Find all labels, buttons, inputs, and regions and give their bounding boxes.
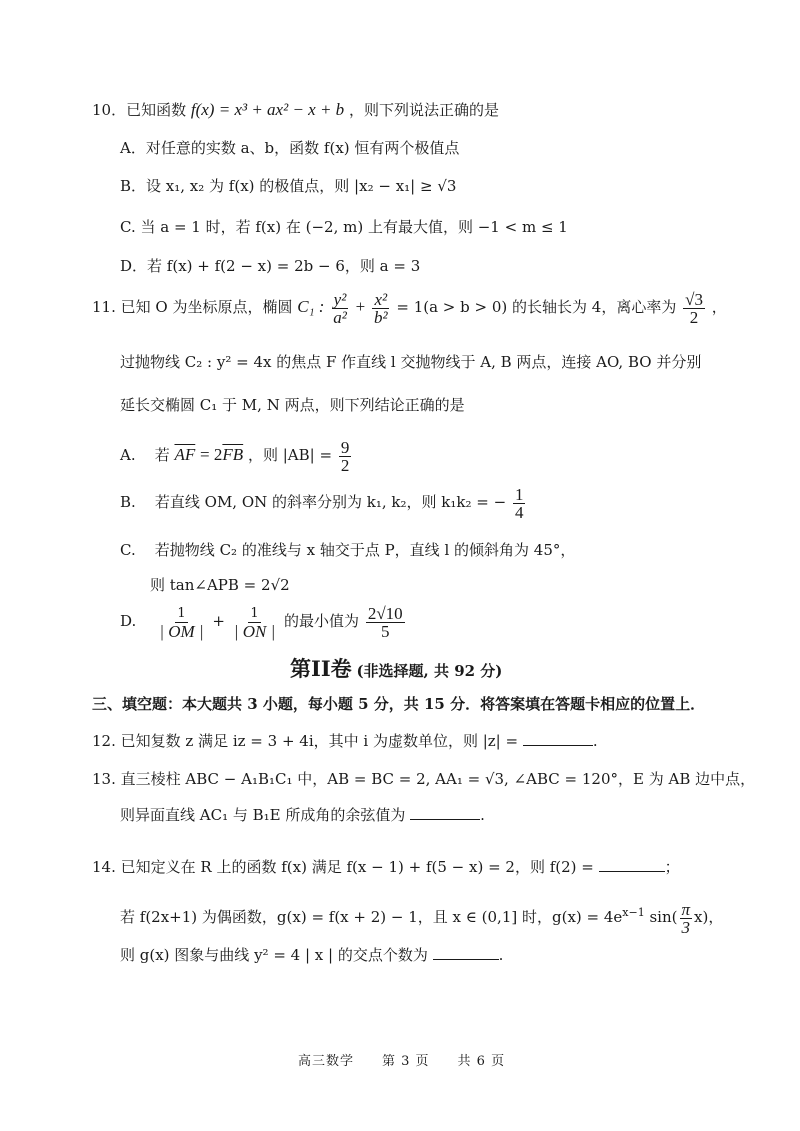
q11-option-c-line2: 则 tan∠APB = 2√2	[150, 576, 290, 594]
q11-option-c: C. 若抛物线 C₂ 的准线与 x 轴交于点 P，直线 l 的倾斜角为 45°，	[120, 541, 576, 559]
q11-stem-line2: 过抛物线 C₂ : y² = 4x 的焦点 F 作直线 l 交抛物线于 A, B 两点，连接 AO, BO 并分别	[120, 353, 702, 371]
page-footer: 高三数学 第 3 页 共 6 页	[298, 1054, 506, 1069]
q13-line1: 13. 直三棱柱 ABC − A₁B₁C₁ 中，AB = BC = 2, AA₁ = √3, ∠ABC = 120°，E 为 AB 边中点，	[92, 770, 756, 788]
fraction-sqrt3-2: $\frac{√3}{2}$	[685, 289, 703, 327]
q11-stem-line3: 延长交椭圆 C₁ 于 M, N 两点，则下列结论正确的是	[120, 396, 465, 414]
part-three-heading: 三、填空题：本大题共 3 小题，每小题 5 分，共 15 分．将答案填在答题卡相应的位置上．	[92, 695, 706, 713]
fraction-1-om: $\frac{1}{| OM |}$	[159, 605, 204, 641]
q11-option-b: B. 若直线 OM, ON 的斜率分别为 k₁, k₂，则 k₁k₂ = − $\frac{1}{4}$	[120, 484, 524, 522]
answer-blank	[410, 805, 480, 820]
fraction-x2-b2: $\frac{\text{x²}}{\text{b²}}$	[373, 289, 388, 327]
q11-option-d: D. $\frac{1}{| OM |}$ + $\frac{1}{| ON |}$ 的最小值为 $\frac{2√10}{5}$	[120, 603, 403, 641]
answer-blank	[599, 857, 665, 872]
fraction-9-2: $\frac{9}{2}$	[340, 437, 350, 475]
q11-stem-line1: 11. 已知 O 为坐标原点，椭圆 C₁ : $\frac{\text{y²}}{\text{a²}}$ + $\frac{\text{x²}}{\text{b²}}$ = 1(a > b > 0) 的长轴长为 4，离心率为 $\frac{√3}{2}$ ，	[92, 289, 727, 327]
q14-line3: 则 g(x) 图象与曲线 y² = 4 | x | 的交点个数为 .	[120, 946, 504, 964]
fraction-pi-3: $\frac{\pi}{3}$	[681, 899, 691, 937]
fraction-1-4: $\frac{1}{4}$	[514, 484, 524, 522]
q12: 12. 已知复数 z 满足 iz = 3 + 4i，其中 i 为虚数单位，则 |z| = .	[92, 732, 598, 750]
section-title: 第II卷 (非选择题, 共 92 分)	[290, 656, 503, 681]
q13-line2: 则异面直线 AC₁ 与 B₁E 所成角的余弦值为 .	[120, 806, 485, 824]
q10-option-d: D．若 f(x) + f(2 − x) = 2b − 6，则 a = 3	[120, 257, 421, 275]
q14-line2: 若 f(2x+1) 为偶函数，g(x) = f(x + 2) − 1，且 x ∈ (0,1] 时，$g(x) = 4e^{x-1}$ sin( $\frac{\pi}{3}$ x)，	[120, 899, 724, 937]
q10-stem: 10．已知函数 f(x) = x³ + ax² − x + b ，则下列说法正确的是	[92, 100, 499, 119]
answer-blank	[523, 731, 593, 746]
q11-option-a: A. 若 $\overline{AF} = 2\overline{FB}$ ，则 |AB| = $\frac{9}{2}$	[120, 437, 350, 475]
q14-line1: 14. 已知定义在 R 上的函数 f(x) 满足 f(x − 1) + f(5 − x) = 2，则 f(2) = ；	[92, 858, 680, 876]
fraction-1-on: $\frac{1}{| ON |}$	[233, 605, 276, 641]
fraction-2sqrt10-5: $\frac{2√10}{5}$	[367, 603, 403, 641]
q10-option-a: A．对任意的实数 a、b，函数 f(x) 恒有两个极值点	[120, 139, 460, 157]
fraction-y2-a2: $\frac{\text{y²}}{\text{a²}}$	[333, 289, 347, 327]
answer-blank	[433, 945, 499, 960]
q10-option-b: B．设 x₁, x₂ 为 f(x) 的极值点，则 |x₂ − x₁| ≥ √3	[120, 177, 457, 195]
q10-option-c: C. 当 a = 1 时，若 f(x) 在 (−2, m) 上有最大值，则 −1 < m ≤ 1	[120, 218, 568, 236]
